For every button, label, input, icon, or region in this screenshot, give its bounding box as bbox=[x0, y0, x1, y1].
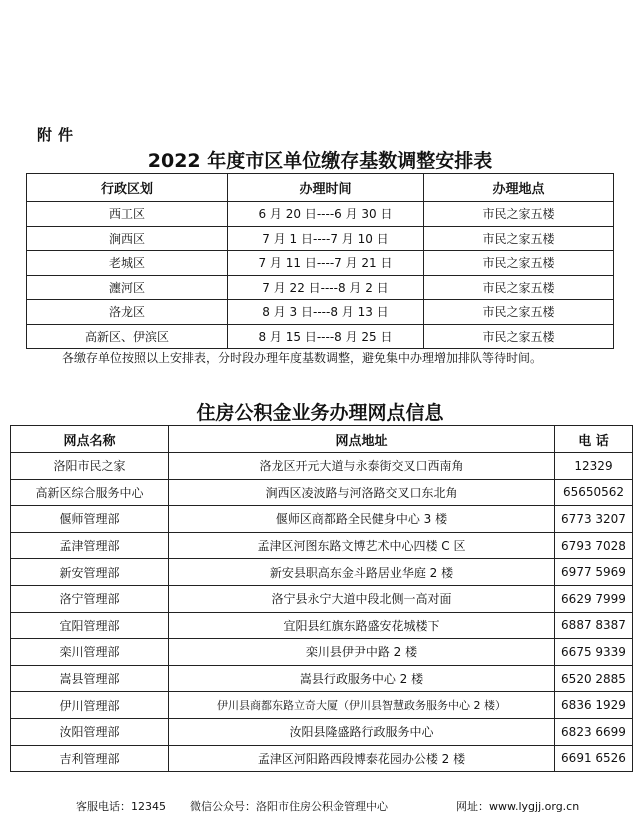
outlet-name-cell: 伊川管理部 bbox=[11, 692, 169, 719]
outlet-phone-cell: 6520 2885 bbox=[555, 665, 633, 692]
time-cell: 8 月 3 日----8 月 13 日 bbox=[228, 300, 424, 325]
outlet-name-cell: 嵩县管理部 bbox=[11, 665, 169, 692]
schedule-title: 2022 年度市区单位缴存基数调整安排表 bbox=[147, 150, 493, 172]
footer-website[interactable]: 网址：www.lygjj.org.cn bbox=[456, 800, 580, 813]
outlet-address-cell: 洛宁县永宁大道中段北侧一高对面 bbox=[169, 585, 555, 612]
header-district: 行政区划 bbox=[27, 174, 228, 202]
time-cell: 7 月 1 日----7 月 10 日 bbox=[228, 226, 424, 251]
outlet-phone-cell: 12329 bbox=[555, 453, 633, 480]
outlet-phone-cell: 6793 7028 bbox=[555, 532, 633, 559]
location-cell: 市民之家五楼 bbox=[424, 202, 614, 227]
table-row bbox=[11, 745, 633, 772]
location-cell: 市民之家五楼 bbox=[424, 226, 614, 251]
district-cell: 瀍河区 bbox=[27, 275, 228, 300]
outlet-phone-cell: 6823 6699 bbox=[555, 718, 633, 745]
footer-hotline: 客服电话：12345 bbox=[76, 800, 166, 813]
outlets-table bbox=[10, 425, 633, 772]
outlet-name-cell: 洛宁管理部 bbox=[11, 585, 169, 612]
header-outlet-address: 网点地址 bbox=[169, 426, 555, 453]
outlet-address-cell: 汝阳县隆盛路行政服务中心 bbox=[169, 718, 555, 745]
table-row bbox=[11, 585, 633, 612]
outlet-address-cell: 宜阳县红旗东路盛安花城楼下 bbox=[169, 612, 555, 639]
outlet-name-cell: 偃师管理部 bbox=[11, 506, 169, 533]
outlet-phone-cell: 65650562 bbox=[555, 479, 633, 506]
outlet-phone-cell: 6675 9339 bbox=[555, 639, 633, 666]
schedule-header-row bbox=[27, 174, 614, 202]
location-cell: 市民之家五楼 bbox=[424, 300, 614, 325]
table-row bbox=[11, 453, 633, 480]
table-row bbox=[11, 479, 633, 506]
outlets-header-row bbox=[11, 426, 633, 453]
district-cell: 涧西区 bbox=[27, 226, 228, 251]
outlet-phone-cell: 6773 3207 bbox=[555, 506, 633, 533]
outlet-name-cell: 孟津管理部 bbox=[11, 532, 169, 559]
outlet-name-cell: 高新区综合服务中心 bbox=[11, 479, 169, 506]
schedule-note: 各缴存单位按照以上安排表，分时段办理年度基数调整，避免集中办理增加排队等待时间。 bbox=[62, 351, 543, 365]
outlet-name-cell: 新安管理部 bbox=[11, 559, 169, 586]
location-cell: 市民之家五楼 bbox=[424, 275, 614, 300]
footer-wechat: 微信公众号：洛阳市住房公积金管理中心 bbox=[190, 800, 388, 813]
table-row bbox=[11, 665, 633, 692]
outlet-name-cell: 栾川管理部 bbox=[11, 639, 169, 666]
header-outlet-name: 网点名称 bbox=[11, 426, 169, 453]
header-phone: 电 话 bbox=[555, 426, 633, 453]
outlet-name-cell: 吉利管理部 bbox=[11, 745, 169, 772]
outlet-address-cell: 新安县职高东金斗路居业华庭 2 楼 bbox=[169, 559, 555, 586]
outlet-address-cell: 栾川县伊尹中路 2 楼 bbox=[169, 639, 555, 666]
location-cell: 市民之家五楼 bbox=[424, 324, 614, 349]
table-row bbox=[27, 275, 614, 300]
outlet-phone-cell: 6836 1929 bbox=[555, 692, 633, 719]
table-row bbox=[27, 226, 614, 251]
attachment-label: 附件 bbox=[37, 126, 80, 144]
outlet-address-cell: 涧西区凌波路与河洛路交叉口东北角 bbox=[169, 479, 555, 506]
outlet-phone-cell: 6691 6526 bbox=[555, 745, 633, 772]
outlet-phone-cell: 6629 7999 bbox=[555, 585, 633, 612]
outlet-address-cell: 嵩县行政服务中心 2 楼 bbox=[169, 665, 555, 692]
schedule-table bbox=[26, 173, 614, 349]
outlet-phone-cell: 6977 5969 bbox=[555, 559, 633, 586]
table-row bbox=[11, 506, 633, 533]
outlet-address-cell: 孟津区河图东路文博艺术中心四楼 C 区 bbox=[169, 532, 555, 559]
time-cell: 8 月 15 日----8 月 25 日 bbox=[228, 324, 424, 349]
table-row bbox=[11, 532, 633, 559]
time-cell: 7 月 22 日----8 月 2 日 bbox=[228, 275, 424, 300]
table-row bbox=[27, 300, 614, 325]
outlet-address-cell: 洛龙区开元大道与永泰街交叉口西南角 bbox=[169, 453, 555, 480]
time-cell: 6 月 20 日----6 月 30 日 bbox=[228, 202, 424, 227]
outlet-address-cell: 偃师区商都路全民健身中心 3 楼 bbox=[169, 506, 555, 533]
outlet-name-cell: 宜阳管理部 bbox=[11, 612, 169, 639]
district-cell: 高新区、伊滨区 bbox=[27, 324, 228, 349]
outlet-address-cell: 伊川县商都东路立奇大厦（伊川县智慧政务服务中心 2 楼） bbox=[169, 692, 555, 719]
table-row bbox=[11, 718, 633, 745]
outlet-name-cell: 汝阳管理部 bbox=[11, 718, 169, 745]
outlet-address-cell: 孟津区河阳路西段博泰花园办公楼 2 楼 bbox=[169, 745, 555, 772]
district-cell: 老城区 bbox=[27, 251, 228, 276]
district-cell: 西工区 bbox=[27, 202, 228, 227]
table-row bbox=[11, 559, 633, 586]
time-cell: 7 月 11 日----7 月 21 日 bbox=[228, 251, 424, 276]
table-row bbox=[11, 612, 633, 639]
table-row bbox=[11, 692, 633, 719]
location-cell: 市民之家五楼 bbox=[424, 251, 614, 276]
outlets-title: 住房公积金业务办理网点信息 bbox=[196, 402, 444, 424]
table-row bbox=[27, 324, 614, 349]
district-cell: 洛龙区 bbox=[27, 300, 228, 325]
table-row bbox=[11, 639, 633, 666]
table-row bbox=[27, 202, 614, 227]
header-location: 办理地点 bbox=[424, 174, 614, 202]
table-row bbox=[27, 251, 614, 276]
header-time: 办理时间 bbox=[228, 174, 424, 202]
outlet-phone-cell: 6887 8387 bbox=[555, 612, 633, 639]
outlet-name-cell: 洛阳市民之家 bbox=[11, 453, 169, 480]
